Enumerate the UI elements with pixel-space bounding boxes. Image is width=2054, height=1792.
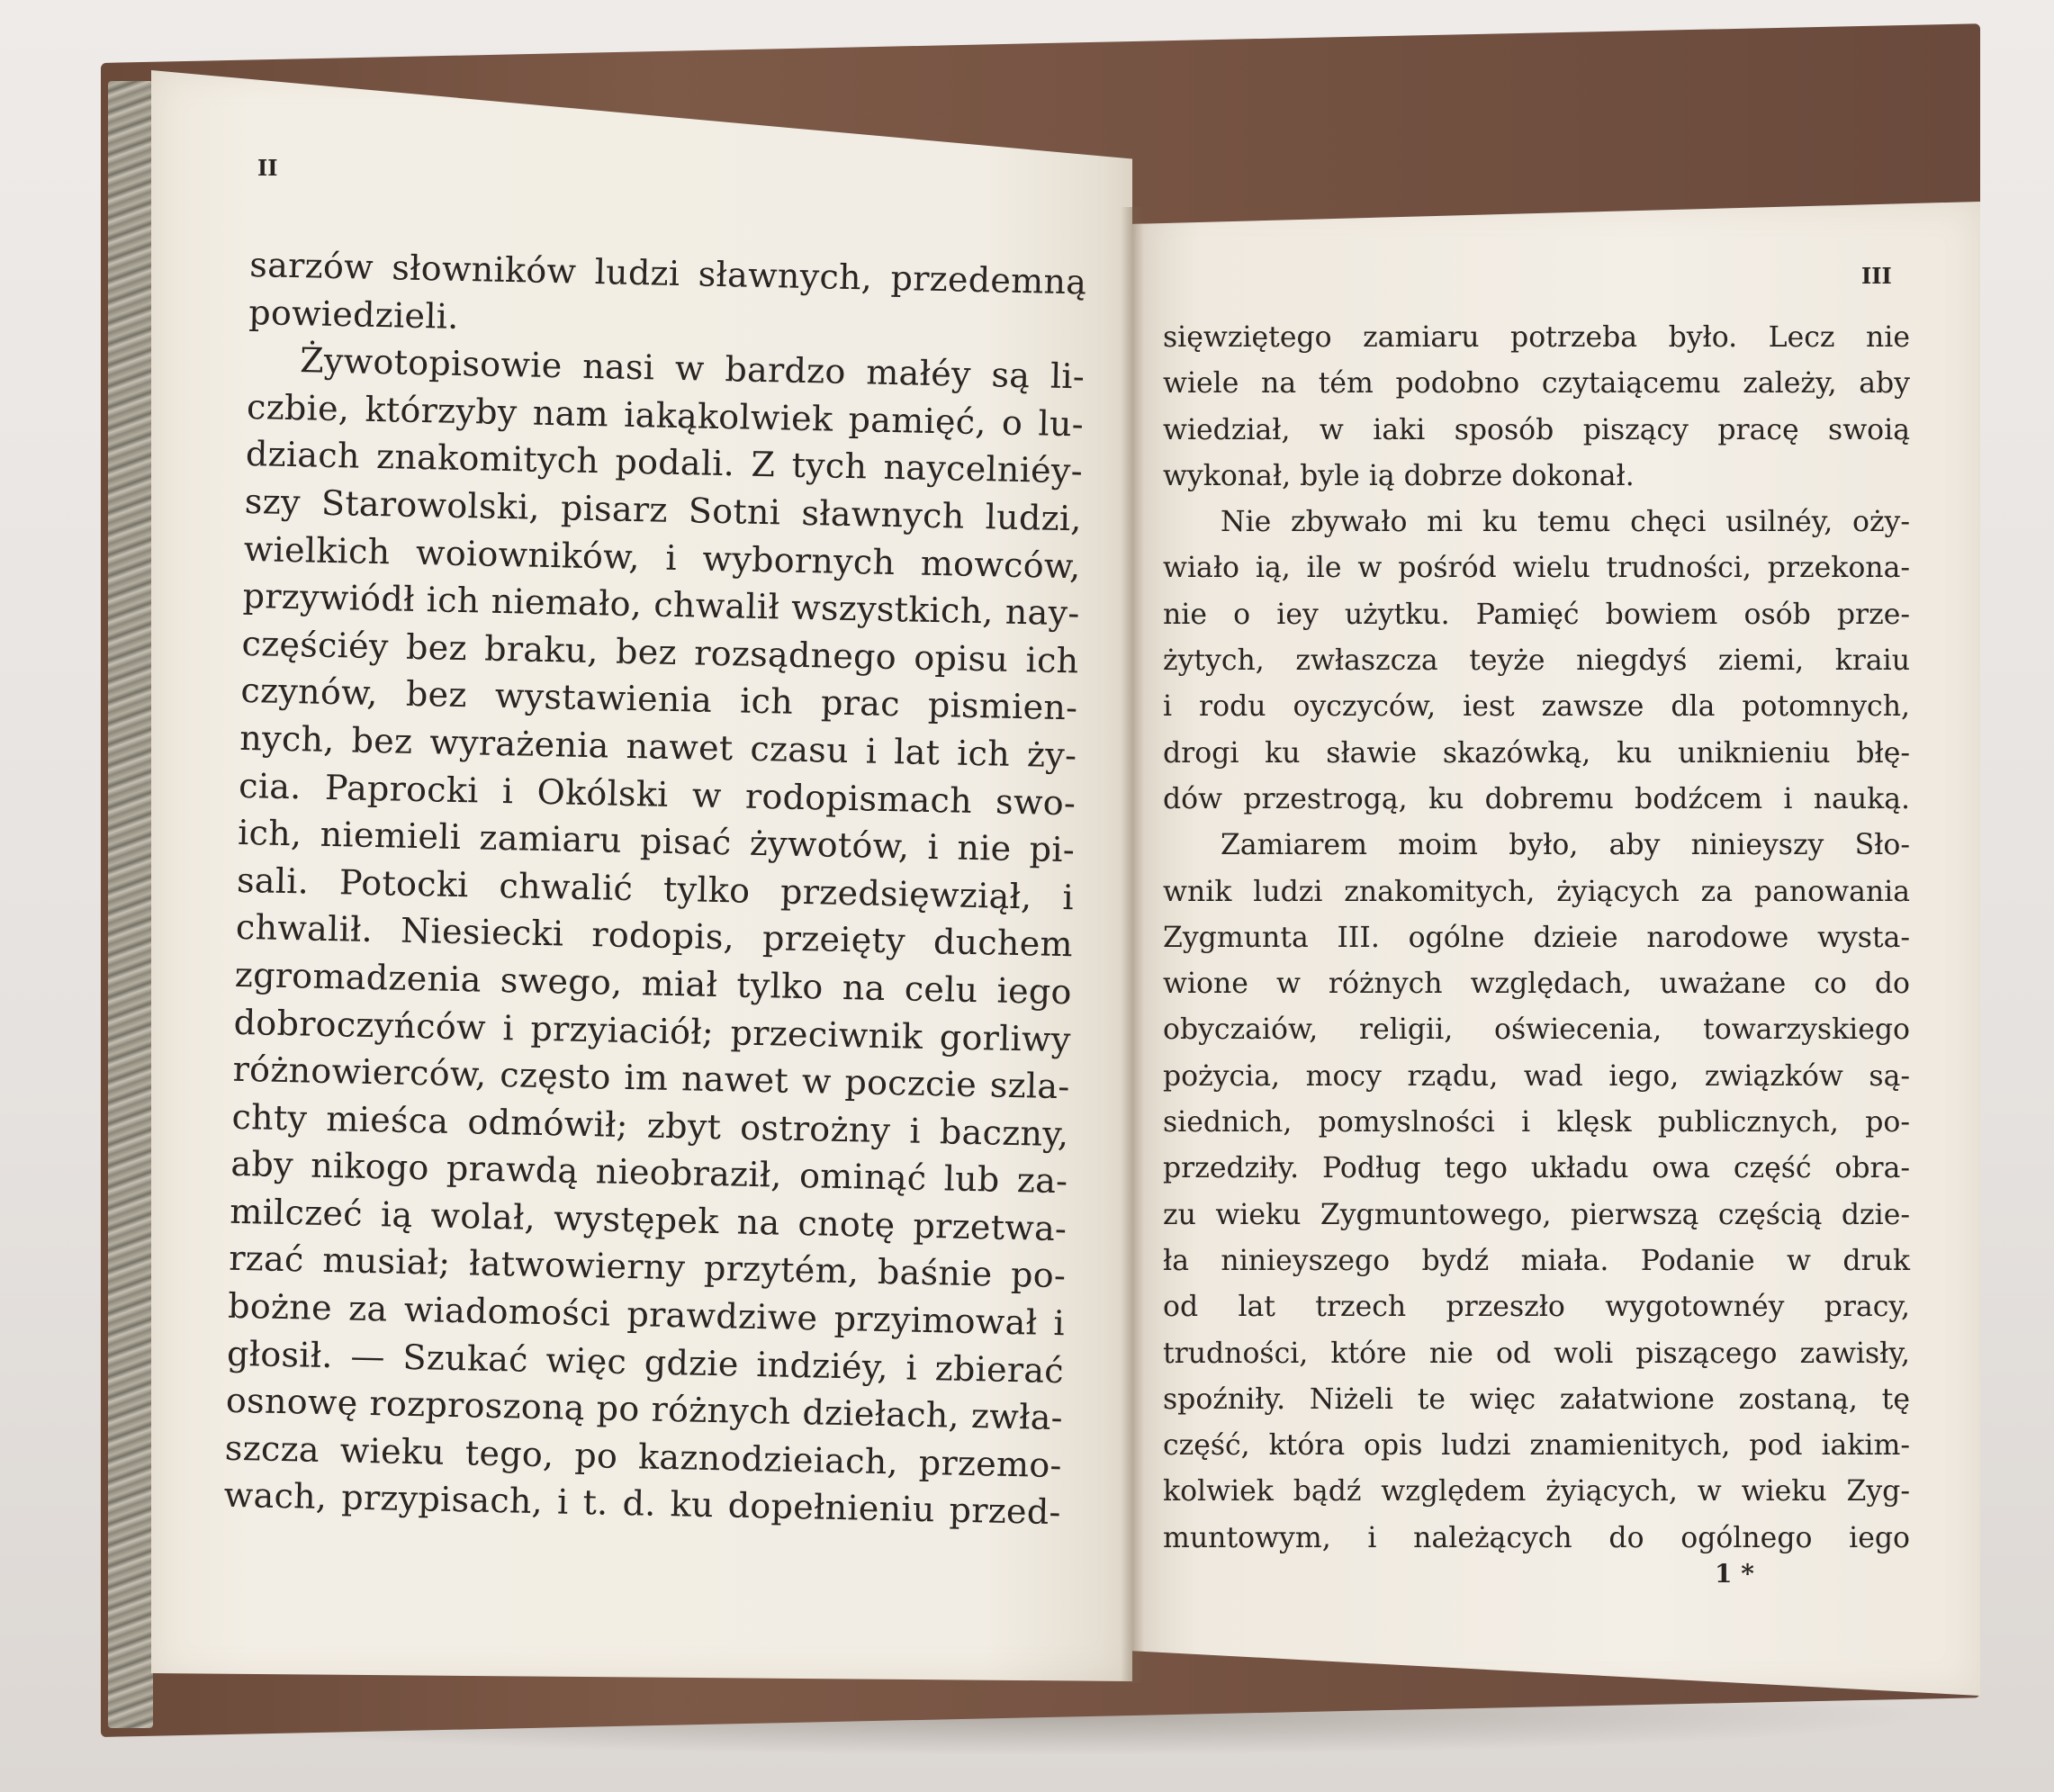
right_page-line: dów przestrogą, ku dobremu bodźcem i nauką. bbox=[1163, 782, 1910, 815]
left_page-line: wach, przypisach, i t. d. ku dopełnieniu przed- bbox=[223, 1475, 1062, 1533]
left_page-line: przywiódł ich niemało, chwalił wszystkich, nay- bbox=[242, 576, 1081, 634]
left-page-number: II bbox=[257, 155, 278, 181]
left_page-line: chty mieśca odmówił; zbyt ostrożny i baczny, bbox=[231, 1096, 1069, 1154]
left_page-line: wielkich woiowników, i wybornych mowców, bbox=[243, 528, 1082, 586]
right_page-line: i rodu oyczyców, iest zawsze dla potomnych, bbox=[1163, 690, 1910, 724]
left_page-line: różnowierców, często im nawet w poczcie szla- bbox=[232, 1049, 1070, 1107]
left_page-line: sali. Potocki chwalić tylko przedsięwziął, i bbox=[236, 860, 1075, 918]
right_page-line: zu wieku Zygmuntowego, pierwszą częścią dzie- bbox=[1163, 1198, 1910, 1231]
right_page-line: nie o iey użytku. Pamięć bowiem osób prze- bbox=[1163, 598, 1910, 631]
left_page-line: zgromadzenia swego, miał tylko na celu iego bbox=[234, 954, 1073, 1013]
left_page-line: milczeć ią wolał, występek na cnotę przetwa- bbox=[229, 1191, 1068, 1249]
left_page-line: sarzów słowników ludzi sławnych, przedemną bbox=[248, 244, 1087, 302]
right_page-line: trudności, które nie od woli piszącego zawisły, bbox=[1163, 1337, 1910, 1370]
left_page-line: ich, niemieli zamiaru pisać żywotów, i nie pi- bbox=[237, 812, 1076, 870]
left_page-line: cia. Paprocki i Okólski w rodopismach swo- bbox=[238, 765, 1077, 823]
left_page-line: dobroczyńców i przyiaciół; przeciwnik gorliwy bbox=[233, 1002, 1072, 1059]
left_page-line: rzać musiał; łatwowierny przytém, baśnie po- bbox=[228, 1238, 1067, 1296]
right_page-line: wione w różnych względach, uważane co do bbox=[1163, 968, 1910, 1001]
right_page-line: sięwziętego zamiaru potrzeba było. Lecz nie bbox=[1163, 321, 1910, 354]
right_page-line: wnik ludzi znakomitych, żyiących za panowania bbox=[1163, 875, 1910, 908]
left_page-line: szy Starowolski, pisarz Sotni sławnych ludzi, bbox=[244, 481, 1083, 539]
left_page-line: szcza wieku tego, po kaznodzieiach, przemo- bbox=[224, 1427, 1063, 1486]
right_page-line: część, która opis ludzi znamienitych, pod iakim- bbox=[1163, 1429, 1910, 1463]
right_page-line: spoźniły. Niżeli te więc załatwione zostaną, tę bbox=[1163, 1382, 1910, 1416]
right_page-line: drogi ku sławie skazówką, ku uniknieniu błę- bbox=[1163, 736, 1910, 770]
right-page-number: III bbox=[1861, 263, 1892, 289]
right_page-line: wiało ią, ile w pośród wielu trudności, przekona- bbox=[1163, 552, 1910, 585]
left_page-line: częściéy bez braku, bez rozsądnego opisu ich bbox=[241, 623, 1079, 681]
right_page-line: żytych, zwłaszcza teyże niegdyś ziemi, kraiu bbox=[1163, 644, 1910, 678]
left_page-line: bożne za wiadomości prawdziwe przyimował i bbox=[227, 1285, 1066, 1344]
right_page-line: od lat trzech przeszło wygotownéy pracy, bbox=[1163, 1291, 1910, 1324]
right_page-line: wykonał, byle ią dobrze dokonał. bbox=[1163, 459, 1635, 492]
right_page-line: obyczaiów, religii, oświecenia, towarzyskiego bbox=[1163, 1013, 1910, 1047]
left_page-line: Żywotopisowie nasi w bardzo małéy są li- bbox=[299, 340, 1086, 397]
left_page-line: dziach znakomitych podali. Z tych naycelniéy- bbox=[245, 434, 1084, 491]
left_page-line: głosił. — Szukać więc gdzie indziéy, i zbierać bbox=[226, 1333, 1065, 1391]
right_page-line: muntowym, i należących do ogólnego iego bbox=[1163, 1521, 1910, 1554]
right_page-line: przedziły. Podług tego układu owa część obra- bbox=[1163, 1152, 1910, 1185]
right_page-line: wiele na tém podobno czytaiącemu zależy, aby bbox=[1163, 367, 1910, 401]
book-gutter bbox=[1121, 207, 1144, 1683]
left_page-line: czynów, bez wystawienia ich prac pismien- bbox=[240, 671, 1078, 728]
right_page-line: siednich, pomyslności i klęsk publicznych, po- bbox=[1163, 1106, 1910, 1139]
left_page-line: aby nikogo prawdą nieobraził, ominąć lub za- bbox=[230, 1144, 1068, 1202]
right_page-line: wiedział, w iaki sposób piszący pracę swoią bbox=[1163, 413, 1910, 446]
right_page-line: pożycia, mocy rządu, wad iego, związków są- bbox=[1163, 1059, 1910, 1093]
left_page-line: powiedzieli. bbox=[248, 292, 460, 337]
left-page-text bbox=[223, 241, 1087, 1536]
right_page-line: Nie zbywało mi ku temu chęci usilnéy, oży- bbox=[1221, 506, 1910, 539]
left_page-line: osnowę rozproszoną po różnych dziełach, zwła- bbox=[225, 1380, 1064, 1438]
right_page-line: kolwiek bądź względem żyiących, w wieku Zyg- bbox=[1163, 1475, 1910, 1508]
right_page-line: Zamiarem moim było, aby ninieyszy Sło- bbox=[1221, 829, 1910, 862]
left_page-line: chwalił. Niesiecki rodopis, przeięty duchem bbox=[235, 907, 1074, 965]
signature-mark: 1 * bbox=[1715, 1559, 1754, 1589]
right_page-line: Zygmunta III. ogólne dzieie narodowe wysta- bbox=[1163, 921, 1910, 954]
right_page-line: ła ninieyszego bydź miała. Podanie w druk bbox=[1163, 1244, 1910, 1277]
left_page-line: nych, bez wyrażenia nawet czasu i lat ich ży- bbox=[239, 717, 1077, 776]
marbled-edge bbox=[108, 81, 153, 1728]
right-page-text bbox=[1163, 315, 1910, 1562]
left_page-line: czbie, którzyby nam iakąkolwiek pamięć, o lu- bbox=[246, 386, 1085, 445]
